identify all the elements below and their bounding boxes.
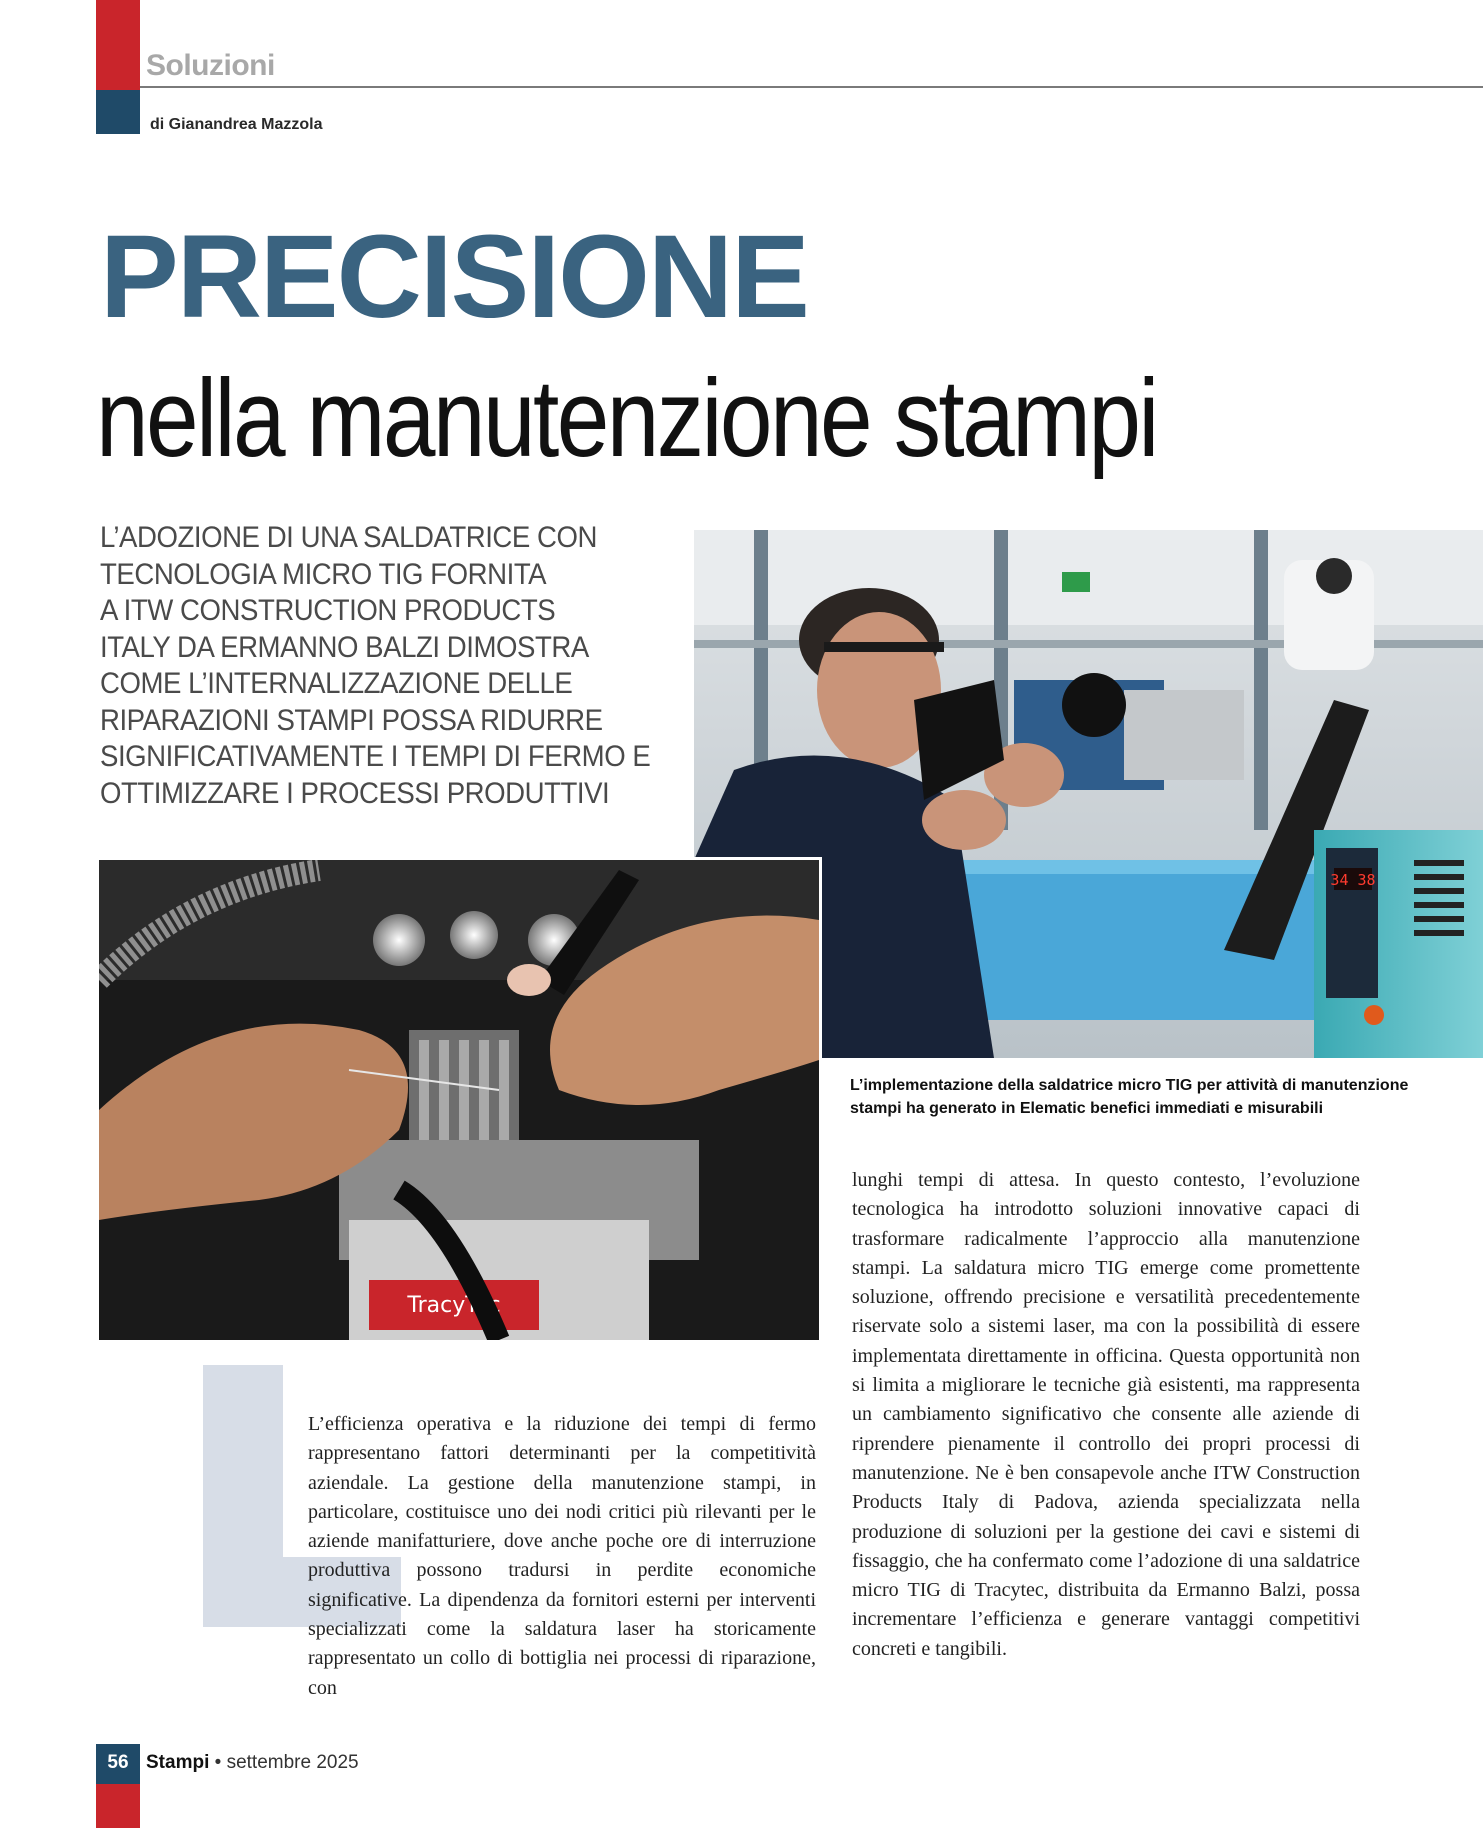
header-red-bar xyxy=(96,0,140,90)
display-readout: 34 38 xyxy=(1330,871,1376,889)
header-rule xyxy=(140,86,1483,88)
header-blue-bar xyxy=(96,90,140,134)
lead-line: ITALY DA ERMANNO BALZI DIMOSTRA xyxy=(100,630,589,664)
byline: di Gianandrea Mazzola xyxy=(150,116,323,133)
body-column-right: lunghi tempi di attesa. In questo contesto, l’evoluzione tecnologica ha introdotto soluzioni innovative capaci di trasformare radicalmente l’approccio alla manutenzione stampi. La saldatura micro TIG emerge come promettente soluzione, offrendo precisione e versatilità precedentemente riservate solo a sistemi laser, ma con la possibilità di essere implementata direttamente in officina. Questa opportunità non si limita a migliorare le tecniche già esistenti, ma rappresenta un cambiamento significativo che consente alle aziende di riprendere pienamente il controllo dei propri processi di manutenzione. Ne è ben consapevole anche ITW Construction Products Italy di Padova, azienda specializzata nella produzione di soluzioni per la gestione dei cavi e sistemi di fissaggio, che ha confermato come l’adozione di una saldatrice micro TIG di Tracytec, distribuita da Ermanno Balzi, possa incrementare l’efficienza e generare vantaggi competitivi concreti e tangibili. xyxy=(852,1169,1360,1660)
machine-brand-badge: TracyTec xyxy=(407,1293,501,1318)
headline-sub: nella manutenzione stampi xyxy=(96,357,1157,480)
footer-separator: • xyxy=(214,1752,222,1773)
lead-line: RIPARAZIONI STAMPI POSSA RIDURRE xyxy=(100,703,603,737)
section-label: Soluzioni xyxy=(146,49,275,82)
body-column-left: L’efficienza operativa e la riduzione dei tempi di fermo rappresentano fattori determinanti per la competitività aziendale. La gestione della manutenzione stampi, in particolare, costituisce uno dei nodi critici più rilevanti per le aziende manifatturiere, dove anche poche ore di interruzione produttiva possono tradursi in perdite economiche significative. La dipendenza da fornitori esterni per interventi specializzati come la saldatura laser ha storicamente rappresentato un collo di bottiglia nei processi di riparazione, con xyxy=(308,1413,816,1699)
closeup-photo xyxy=(96,857,822,1343)
lead-line: A ITW CONSTRUCTION PRODUCTS xyxy=(100,594,556,627)
lead-paragraph xyxy=(100,520,700,812)
footer-red-bar xyxy=(96,1784,140,1828)
headline-main: PRECISIONE xyxy=(100,211,808,343)
page-number: 56 xyxy=(107,1752,129,1773)
footer-issue: settembre 2025 xyxy=(226,1752,359,1773)
lead-line: SIGNIFICATIVAMENTE I TEMPI DI FERMO E xyxy=(100,740,651,773)
lead-line: L’ADOZIONE DI UNA SALDATRICE CON xyxy=(100,521,598,554)
footer-magazine-name: Stampi xyxy=(146,1752,210,1773)
footer-folio xyxy=(146,1748,359,1778)
lead-line: COME L’INTERNALIZZAZIONE DELLE xyxy=(100,667,573,700)
lead-line: TECNOLOGIA MICRO TIG FORNITA xyxy=(100,557,547,591)
lead-line: OTTIMIZZARE I PROCESSI PRODUTTIVI xyxy=(100,776,610,810)
photo-caption: L’implementazione della saldatrice micro TIG per attività di manutenzione stampi ha generato in Elematic benefici immediati e misurabili xyxy=(850,1077,1409,1117)
closeup-photo-illustration xyxy=(99,860,819,1340)
